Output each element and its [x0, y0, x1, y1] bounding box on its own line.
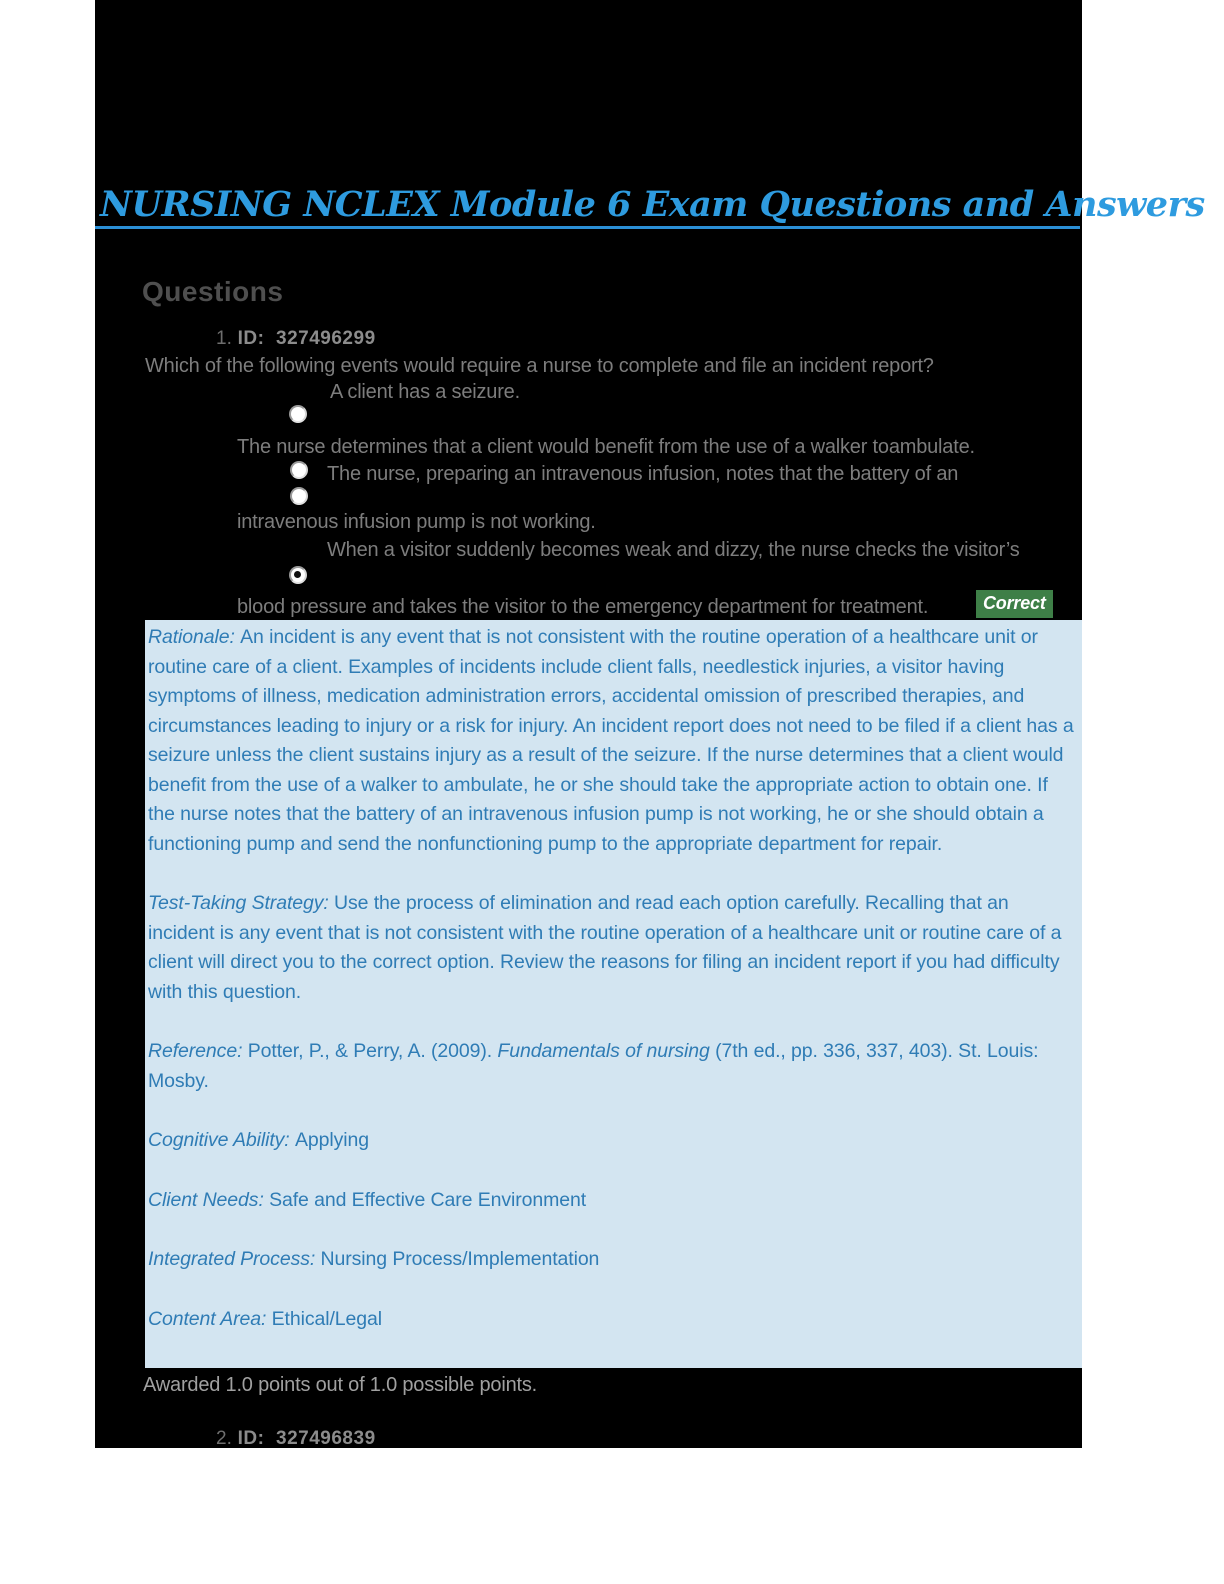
option-c-radio[interactable]: [290, 487, 308, 505]
option-d-radio-selected[interactable]: [289, 566, 307, 584]
awarded-points-text: Awarded 1.0 points out of 1.0 possible points.: [143, 1374, 538, 1396]
reference-book-title: Fundamentals of nursing: [497, 1040, 710, 1062]
reference-authors: Potter, P., & Perry, A. (2009).: [247, 1040, 498, 1062]
cognitive-ability-line: [148, 1126, 1076, 1156]
question1-id-line: [216, 328, 376, 350]
option-b-text: The nurse determines that a client would benefit from the use of a walker toambulate.: [237, 436, 975, 458]
integrated-process-label: Integrated Process:: [148, 1248, 321, 1270]
document-title: NURSING NCLEX Module 6 Exam Questions and Answers: [100, 184, 1205, 225]
question2-id-line: [216, 1428, 376, 1450]
client-needs-value: Safe and Effective Care Environment: [269, 1188, 587, 1211]
question2-id-label: ID:: [237, 1428, 265, 1449]
cognitive-ability-value: Applying: [294, 1129, 369, 1151]
option-d-text-line2: blood pressure and takes the visitor to the emergency department for treatment.: [237, 596, 929, 618]
strategy-text: Use the process of elimination and read each option carefully. Recalling that an incident is any event that is not consistent with the routine operation of a healthcare unit or routine care of a client will direct you to the correct option. Review the reasons for filing an incident report if you had difficulty with this question.: [148, 892, 1062, 1003]
option-a-radio[interactable]: [289, 405, 307, 423]
strategy-paragraph: [148, 889, 1076, 1007]
content-area-value: Ethical/Legal: [271, 1307, 382, 1330]
strategy-label: Test-Taking Strategy:: [148, 892, 335, 914]
option-b-radio[interactable]: [290, 461, 308, 479]
rationale-label: Rationale:: [148, 626, 241, 648]
reference-label: Reference:: [148, 1040, 248, 1062]
question2-number: 2.: [216, 1428, 232, 1449]
option-c-text-line1: The nurse, preparing an intravenous infusion, notes that the battery of an: [327, 463, 959, 485]
reference-paragraph: [148, 1037, 1076, 1096]
question1-number: 1.: [216, 328, 232, 349]
integrated-process-value: Nursing Process/Implementation: [320, 1248, 600, 1270]
title-underline: [95, 226, 1080, 229]
integrated-process-line: [148, 1245, 1076, 1275]
question2-id-value: 327496839: [276, 1428, 376, 1449]
content-area-label: Content Area:: [148, 1307, 272, 1330]
client-needs-label: Client Needs:: [148, 1188, 270, 1211]
rationale-text: An incident is any event that is not consistent with the routine operation of a healthcare unit or routine care of a client. Examples of incidents include client falls, needlestick injuries, a visitor having symptoms of illness, medication administration errors, accidental omission of prescribed therapies, and circumstances leading to injury or a risk for injury. An incident report does not need to be filed if a client has a seizure unless the client sustains injury as a result of the seizure. If the nurse determines that a client would benefit from the use of a walker to ambulate, he or she should take the appropriate action to obtain one. If the nurse notes that the battery of an intravenous infusion pump is not working, he or she should obtain a functioning pump and send the nonfunctioning pump to the appropriate department for repair.: [148, 626, 1074, 855]
question1-id-label: ID:: [237, 328, 265, 349]
rationale-panel: [145, 620, 1082, 1368]
option-d-text-line1: When a visitor suddenly becomes weak and dizzy, the nurse checks the visitor’s: [327, 539, 1020, 561]
question1-id-value: 327496299: [276, 328, 376, 349]
content-area-line: [148, 1305, 1076, 1335]
correct-status-badge: Correct: [976, 590, 1053, 618]
option-a-text: A client has a seizure.: [330, 381, 520, 403]
reference-details: (7th ed., pp. 336, 337, 403). St. Louis: Mosby.: [148, 1040, 1039, 1092]
rationale-paragraph: [148, 623, 1076, 859]
option-c-text-line2: intravenous infusion pump is not working.: [237, 511, 596, 533]
question1-stem: Which of the following events would require a nurse to complete and file an incident report?: [145, 355, 934, 377]
cognitive-ability-label: Cognitive Ability:: [148, 1129, 295, 1151]
client-needs-line: [148, 1186, 1076, 1216]
questions-section-heading: Questions: [142, 276, 284, 307]
